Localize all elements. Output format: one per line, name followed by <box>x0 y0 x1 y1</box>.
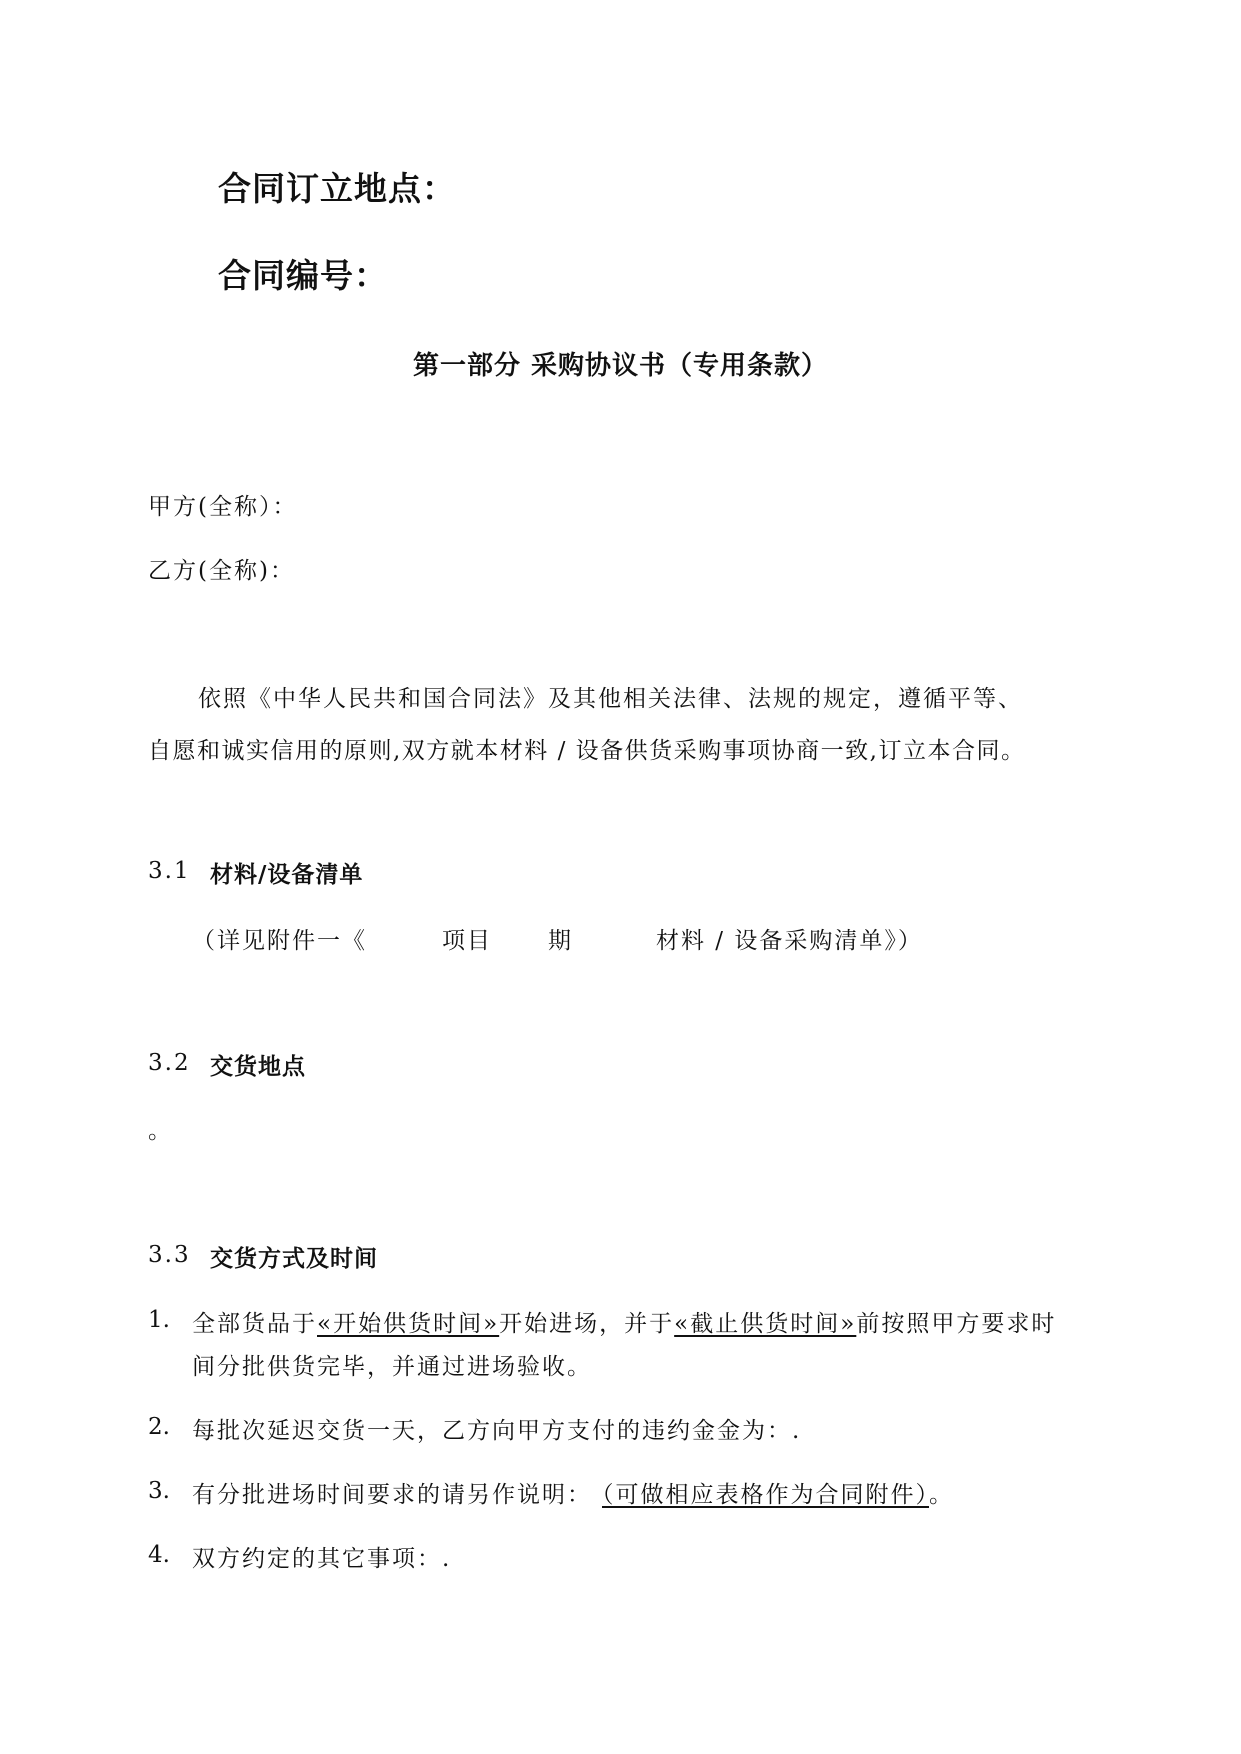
section-number: 3.1 <box>148 858 191 884</box>
contract-number-label: 合同编号： <box>218 256 388 295</box>
list-item-number: 4. <box>148 1542 170 1568</box>
preamble-line-2: 自愿和诚实信用的原则,双方就本材料 / 设备供货采购事项协商一致,订立本合同。 <box>148 738 1026 764</box>
section-number: 3.2 <box>148 1050 191 1076</box>
list-item-number: 1. <box>148 1307 170 1333</box>
delivery-place-value: 。 <box>148 1118 173 1144</box>
attachment-ref-close: 材料 / 设备采购清单》） <box>656 928 923 954</box>
section-title: 交货地点 <box>210 1054 306 1080</box>
list-item-text: 有分批进场时间要求的请另作说明： <box>192 1482 592 1508</box>
part-title: 第一部分 采购协议书（专用条款） <box>412 351 829 381</box>
list-item <box>192 1305 1056 1338</box>
preamble-line-1: 依照《中华人民共和国合同法》及其他相关法律、法规的规定，遵循平等、 <box>198 686 1023 712</box>
attachment-ref-phase: 期 <box>548 928 573 954</box>
section-title: 材料/设备清单 <box>210 862 364 888</box>
section-title: 交货方式及时间 <box>210 1246 378 1272</box>
batch-schedule-field[interactable]: （可做相应表格作为合同附件） <box>602 1482 929 1508</box>
list-item: 每批次延迟交货一天，乙方向甲方支付的违约金金为：. <box>192 1418 802 1444</box>
list-item <box>192 1476 954 1509</box>
section-number: 3.3 <box>148 1242 191 1268</box>
start-supply-time-field[interactable]: «开始供货时间» <box>317 1311 500 1337</box>
list-item-text: 开始进场，并于 <box>499 1311 675 1337</box>
list-item-number: 2. <box>148 1414 170 1440</box>
list-item: 双方约定的其它事项：. <box>192 1546 452 1572</box>
attachment-ref-project: 项目 <box>442 928 492 954</box>
list-item-continuation: 间分批供货完毕，并通过进场验收。 <box>192 1354 592 1380</box>
list-item-text: 全部货品于 <box>192 1311 317 1337</box>
list-item-text: 前按照甲方要求时 <box>856 1311 1057 1337</box>
attachment-ref-open: （详见附件一《 <box>192 928 367 954</box>
party-a-line: 甲方(全称）： <box>148 494 298 520</box>
list-item-text: 。 <box>929 1482 954 1508</box>
list-item-number: 3. <box>148 1478 170 1504</box>
contract-place-label: 合同订立地点： <box>218 169 456 208</box>
end-supply-time-field[interactable]: «截止供货时间» <box>674 1311 857 1337</box>
party-b-line: 乙方(全称)： <box>148 558 295 584</box>
